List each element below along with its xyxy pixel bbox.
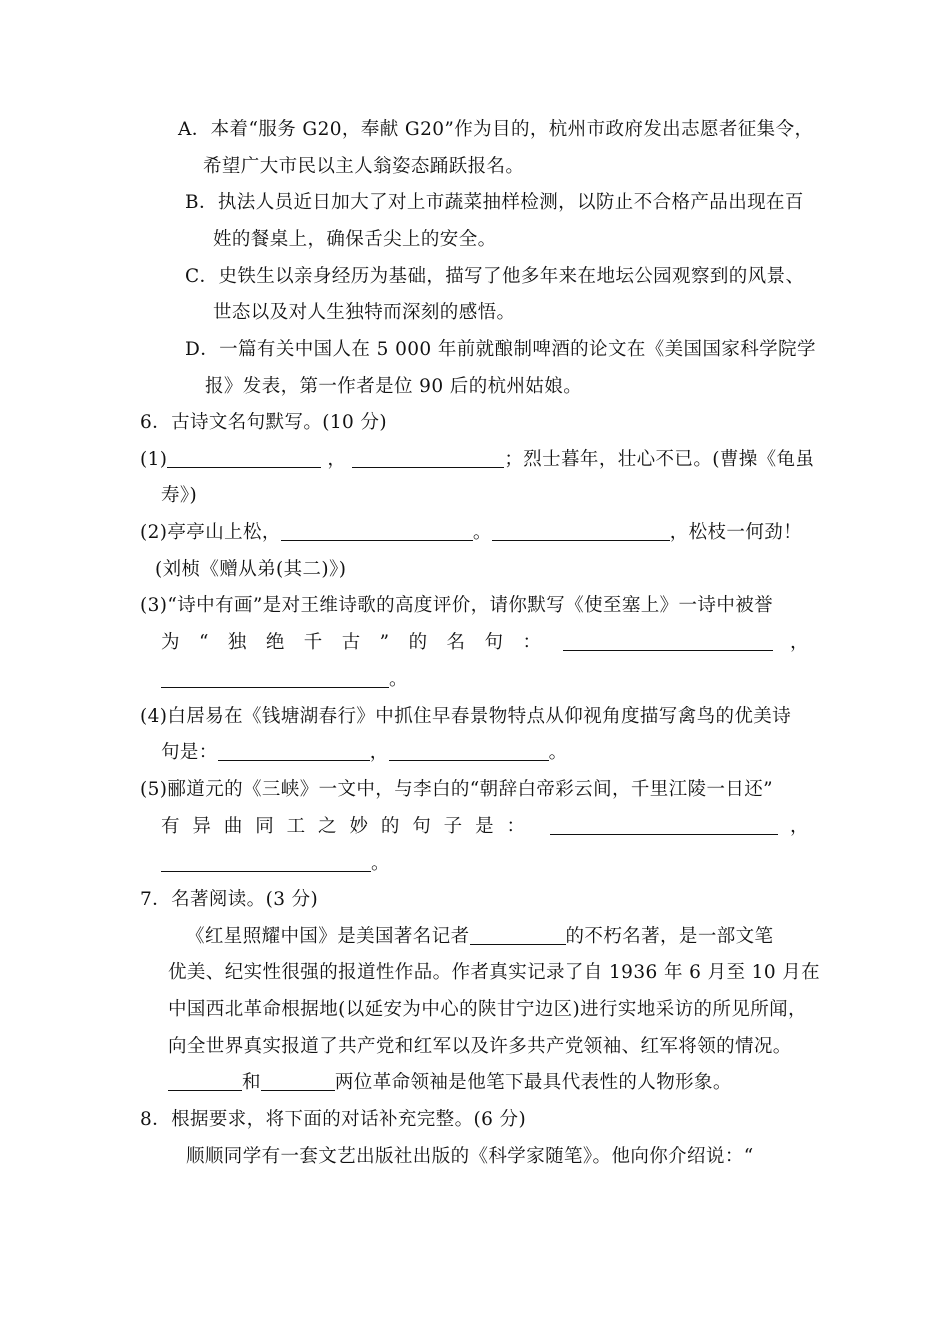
- spread-char: 工: [286, 816, 306, 837]
- q6-item-4-line-1: (4)白居易在《钱塘湖春行》中抓住早春景物特点从仰视角度描写禽鸟的优美诗: [140, 706, 792, 727]
- spread-char: ：: [506, 816, 525, 837]
- q6-item-4-comma: ，: [369, 742, 389, 763]
- q6-item-3-spread-text: [161, 631, 541, 655]
- spread-char: 有: [161, 816, 180, 837]
- q6-item-3-end: 。: [389, 669, 408, 690]
- option-d-line-2: 报》发表，第一作者是位 90 后的杭州姑娘。: [205, 376, 583, 397]
- question-8-title: 8．根据要求，将下面的对话补充完整。(6 分): [140, 1109, 527, 1130]
- spread-char: “: [198, 632, 209, 653]
- spread-char: 名: [446, 632, 466, 653]
- spread-char: 的: [380, 816, 400, 837]
- spread-char: 绝: [265, 632, 285, 653]
- q6-item-5-end: 。: [371, 853, 390, 874]
- spread-char: 为: [161, 632, 180, 653]
- spread-char: 是: [475, 816, 494, 837]
- q6-item-3-line-3: [161, 668, 408, 692]
- q7-line-4: 向全世界真实报道了共产党和红军以及许多共产党领袖、红军将领的情况。: [168, 1036, 792, 1057]
- q7-line-5-tail: 两位革命领袖是他笔下最具代表性的人物形象。: [334, 1072, 732, 1093]
- option-a-line-1: A．本着“服务 G20，奉献 G20”作为目的，杭州市政府发出志愿者征集令，: [178, 119, 814, 140]
- spread-char: 妙: [349, 816, 368, 837]
- q7-line-5: [168, 1071, 732, 1095]
- spread-char: 句: [412, 816, 431, 837]
- q6-item-2-tail: ，松枝一何劲！: [669, 522, 803, 543]
- option-a-line-2: 希望广大市民以主人翁姿态踊跃报名。: [203, 156, 525, 177]
- q6-item-1-line-1: [140, 448, 814, 472]
- answer-blank[interactable]: [168, 1072, 242, 1091]
- q6-item-2-line-1: [140, 521, 802, 545]
- q6-item-2-mid: 。: [472, 522, 492, 543]
- answer-blank[interactable]: [470, 926, 566, 945]
- q7-line-1: [186, 925, 773, 949]
- q6-item-4-head: 句是：: [161, 742, 218, 763]
- answer-blank[interactable]: [167, 449, 321, 468]
- q6-item-5-blank-row: [550, 815, 778, 839]
- answer-blank[interactable]: [550, 816, 778, 835]
- spread-char: 独: [227, 632, 247, 653]
- answer-blank[interactable]: [218, 742, 370, 761]
- question-7-title: 7．名著阅读。(3 分): [140, 889, 319, 910]
- option-c-line-1: C．史铁生以亲身经历为基础，描写了他多年来在地坛公园观察到的风景、: [185, 266, 805, 287]
- q6-item-4-end: 。: [548, 742, 568, 763]
- spread-char: ”: [379, 632, 390, 653]
- option-b-line-1: B．执法人员近日加大了对上市蔬菜抽样检测，以防止不合格产品出现在百: [185, 192, 804, 213]
- answer-blank[interactable]: [261, 1072, 335, 1091]
- spread-char: 子: [443, 816, 463, 837]
- q6-item-5-spread-text: [161, 815, 525, 839]
- q6-item-1-comma: ，: [327, 449, 347, 470]
- spread-char: 句: [484, 632, 503, 653]
- q7-line-1-head: 《红星照耀中国》是美国著名记者: [186, 926, 470, 947]
- spread-char: 同: [255, 816, 274, 837]
- spread-char: ：: [522, 632, 541, 653]
- answer-blank[interactable]: [492, 522, 670, 541]
- answer-blank[interactable]: [281, 522, 473, 541]
- spread-char: 千: [303, 632, 323, 653]
- q7-line-3: 中国西北革命根据地(以延安为中心的陕甘宁边区)进行实地采访的所见所闻，: [168, 999, 807, 1020]
- q6-item-4-line-2: [161, 741, 568, 765]
- q6-item-1-line-2: 寿》): [161, 485, 198, 506]
- q6-item-1-tail: ；烈士暮年，壮心不已。(曹操《龟虽: [504, 449, 815, 470]
- q6-item-3-line-1: (3)“诗中有画”是对王维诗歌的高度评价，请你默写《使至塞上》一诗中被誉: [140, 595, 774, 616]
- q6-item-1-number: (1): [140, 449, 168, 470]
- answer-blank[interactable]: [161, 669, 389, 688]
- question-6-title: 6．古诗文名句默写。(10 分): [140, 412, 388, 433]
- q7-line-2: 优美、纪实性很强的报道性作品。作者真实记录了自 1936 年 6 月至 10 月在: [168, 962, 821, 983]
- q6-item-3-blank-row: [563, 631, 773, 655]
- answer-blank[interactable]: [352, 449, 504, 468]
- spread-char: 曲: [223, 816, 243, 837]
- spread-char: 异: [192, 816, 211, 837]
- q6-item-2-line-2: (刘桢《赠从弟(其二)》): [155, 559, 347, 580]
- option-c-line-2: 世态以及对人生独特而深刻的感悟。: [213, 302, 516, 323]
- spread-char: 古: [341, 632, 361, 653]
- spread-char: 的: [408, 632, 428, 653]
- q7-line-5-mid: 和: [242, 1072, 261, 1093]
- option-d-line-1: D．一篇有关中国人在 5 000 年前就酿制啤酒的论文在《美国国家科学院学: [185, 339, 816, 360]
- q8-line-1: 顺顺同学有一套文艺出版社出版的《科学家随笔》。他向你介绍说：“: [186, 1146, 754, 1167]
- answer-blank[interactable]: [563, 632, 773, 651]
- option-b-line-2: 姓的餐桌上，确保舌尖上的安全。: [213, 229, 497, 250]
- q6-item-5-line-1: (5)郦道元的《三峡》一文中，与李白的“朝辞白帝彩云间，千里江陵一日还”: [140, 779, 774, 800]
- spread-char: 之: [318, 816, 337, 837]
- q6-item-2-head: (2)亭亭山上松，: [140, 522, 281, 543]
- q6-item-5-comma: ，: [790, 816, 809, 837]
- q7-line-1-tail: 的不朽名著，是一部文笔: [565, 926, 774, 947]
- q6-item-5-line-3: [161, 852, 390, 876]
- q6-item-3-comma: ，: [790, 632, 809, 653]
- answer-blank[interactable]: [161, 853, 371, 872]
- answer-blank[interactable]: [389, 742, 549, 761]
